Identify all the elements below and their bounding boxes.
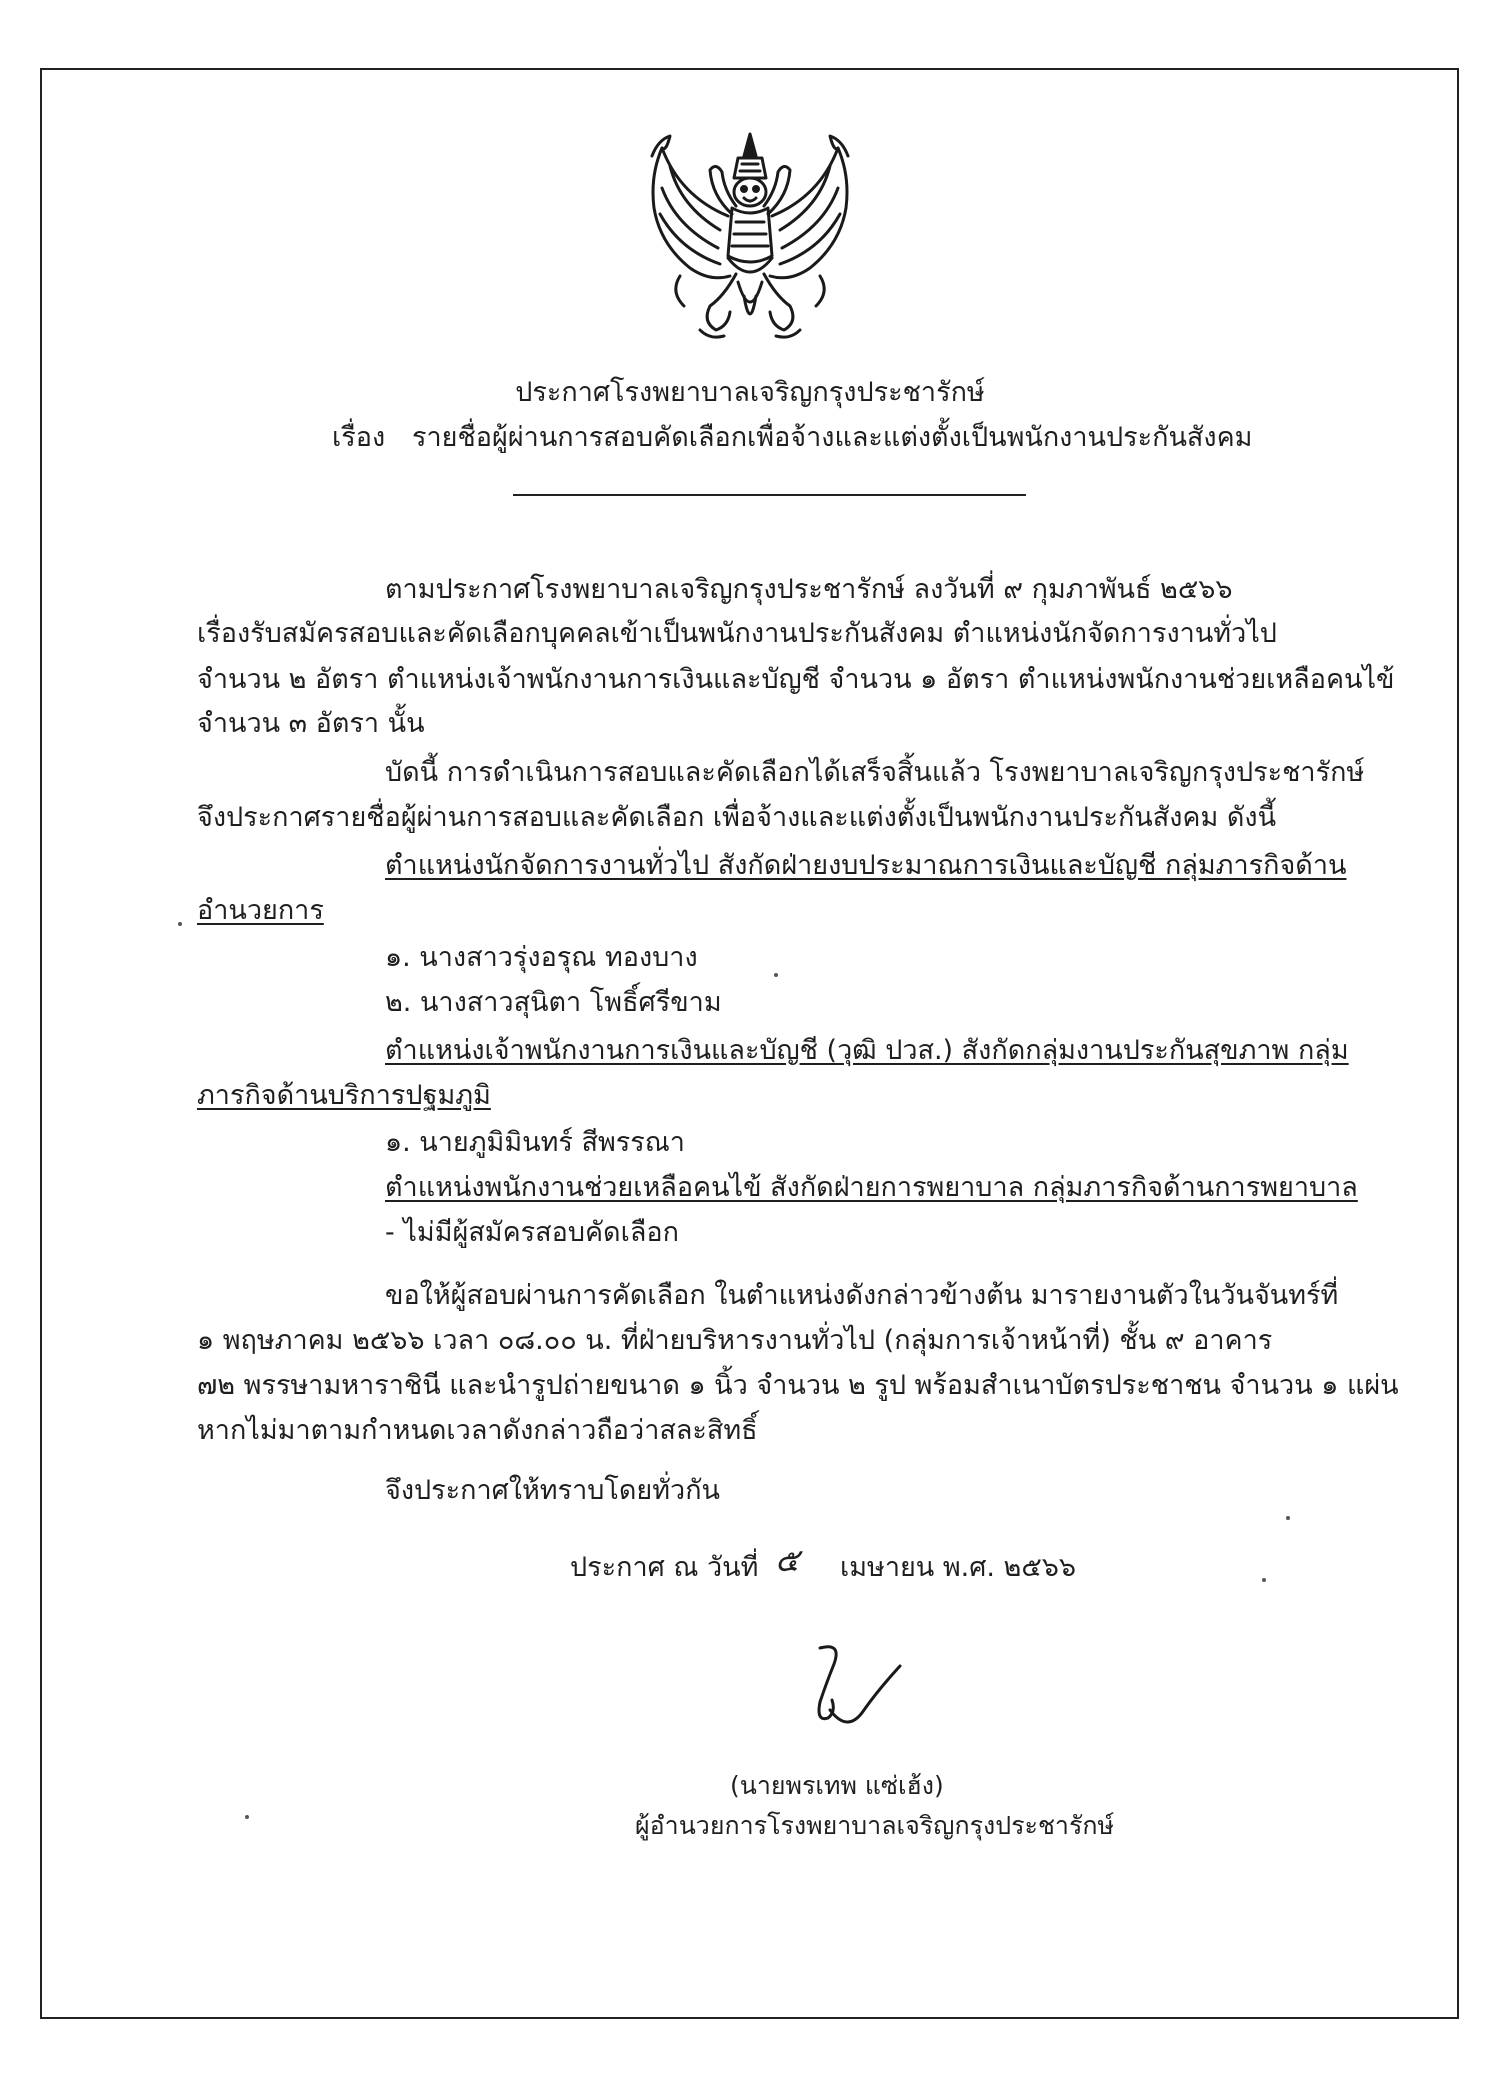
no-applicant-note: - ไม่มีผู้สมัครสอบคัดเลือก	[385, 1217, 679, 1248]
paragraph-line: บัดนี้ การดำเนินการสอบและคัดเลือกได้เสร็จสิ้นแล้ว โรงพยาบาลเจริญกรุงประชารักษ์	[385, 757, 1365, 788]
position-heading: ภารกิจด้านบริการปฐมภูมิ	[197, 1080, 491, 1111]
paragraph-line: หากไม่มาตามกำหนดเวลาดังกล่าวถือว่าสละสิทธิ์	[197, 1415, 758, 1446]
position-heading: อำนวยการ	[197, 895, 324, 926]
subject-text: รายชื่อผู้ผ่านการสอบคัดเลือกเพื่อจ้างและแต่งตั้งเป็นพนักงานประกันสังคม	[412, 422, 1253, 453]
closing-line: จึงประกาศให้ทราบโดยทั่วกัน	[385, 1475, 720, 1506]
date-month-year: เมษายน พ.ศ. ๒๕๖๖	[840, 1552, 1077, 1583]
position-heading: ตำแหน่งพนักงานช่วยเหลือคนไข้ สังกัดฝ่ายการพยาบาล กลุ่มภารกิจด้านการพยาบาล	[385, 1172, 1358, 1203]
paragraph-line: ๗๒ พรรษามหาราชินี และนำรูปถ่ายขนาด ๑ นิ้ว จำนวน ๒ รูป พร้อมสำเนาบัตรประชาชน จำนวน ๑ แผ่น	[197, 1370, 1399, 1401]
paragraph-line: เรื่องรับสมัครสอบและคัดเลือกบุคคลเข้าเป็นพนักงานประกันสังคม ตำแหน่งนักจัดการงานทั่วไป	[197, 618, 1277, 649]
signature-image	[790, 1640, 910, 1740]
paragraph-line: จำนวน ๒ อัตรา ตำแหน่งเจ้าพนักงานการเงินและบัญชี จำนวน ๑ อัตรา ตำแหน่งพนักงานช่วยเหลือคนไข้	[197, 664, 1395, 695]
signatory-name: (นายพรเทพ แซ่เฮ้ง)	[730, 1771, 944, 1800]
paragraph-line: ๑ พฤษภาคม ๒๕๖๖ เวลา ๐๘.๐๐ น. ที่ฝ่ายบริหารงานทั่วไป (กลุ่มการเจ้าหน้าที่) ชั้น ๙ อาคาร	[197, 1325, 1273, 1356]
scan-speck	[1262, 1578, 1266, 1582]
announcement-title: ประกาศโรงพยาบาลเจริญกรุงประชารักษ์	[515, 377, 985, 408]
paragraph-line: จึงประกาศรายชื่อผู้ผ่านการสอบและคัดเลือก เพื่อจ้างและแต่งตั้งเป็นพนักงานประกันสังคม ดังนี้	[197, 802, 1277, 833]
header-divider	[513, 494, 1026, 496]
position-heading: ตำแหน่งเจ้าพนักงานการเงินและบัญชี (วุฒิ ปวส.) สังกัดกลุ่มงานประกันสุขภาพ กลุ่ม	[385, 1035, 1349, 1066]
date-prefix: ประกาศ ณ วันที่	[570, 1552, 759, 1583]
date-day: ๕	[775, 1541, 800, 1579]
position-heading: ตำแหน่งนักจัดการงานทั่วไป สังกัดฝ่ายงบประมาณการเงินและบัญชี กลุ่มภารกิจด้าน	[385, 850, 1347, 881]
candidate-name: ๑. นายภูมิมินทร์ สีพรรณา	[385, 1127, 685, 1158]
scan-speck	[178, 922, 182, 926]
subject-label: เรื่อง	[332, 422, 386, 453]
scan-speck	[1286, 1516, 1290, 1520]
candidate-name: ๑. นางสาวรุ่งอรุณ ทองบาง	[385, 942, 698, 973]
signatory-position: ผู้อำนวยการโรงพยาบาลเจริญกรุงประชารักษ์	[635, 1811, 1115, 1840]
garuda-emblem-icon	[640, 126, 860, 351]
paragraph-line: จำนวน ๓ อัตรา นั้น	[197, 708, 425, 739]
scan-speck	[245, 1815, 249, 1819]
paragraph-line: ตามประกาศโรงพยาบาลเจริญกรุงประชารักษ์ ลงวันที่ ๙ กุมภาพันธ์ ๒๕๖๖	[385, 574, 1233, 605]
scan-speck	[774, 973, 778, 977]
candidate-name: ๒. นางสาวสุนิตา โพธิ์ศรีขาม	[385, 987, 722, 1018]
paragraph-line: ขอให้ผู้สอบผ่านการคัดเลือก ในตำแหน่งดังกล่าวข้างต้น มารายงานตัวในวันจันทร์ที่	[385, 1280, 1339, 1311]
